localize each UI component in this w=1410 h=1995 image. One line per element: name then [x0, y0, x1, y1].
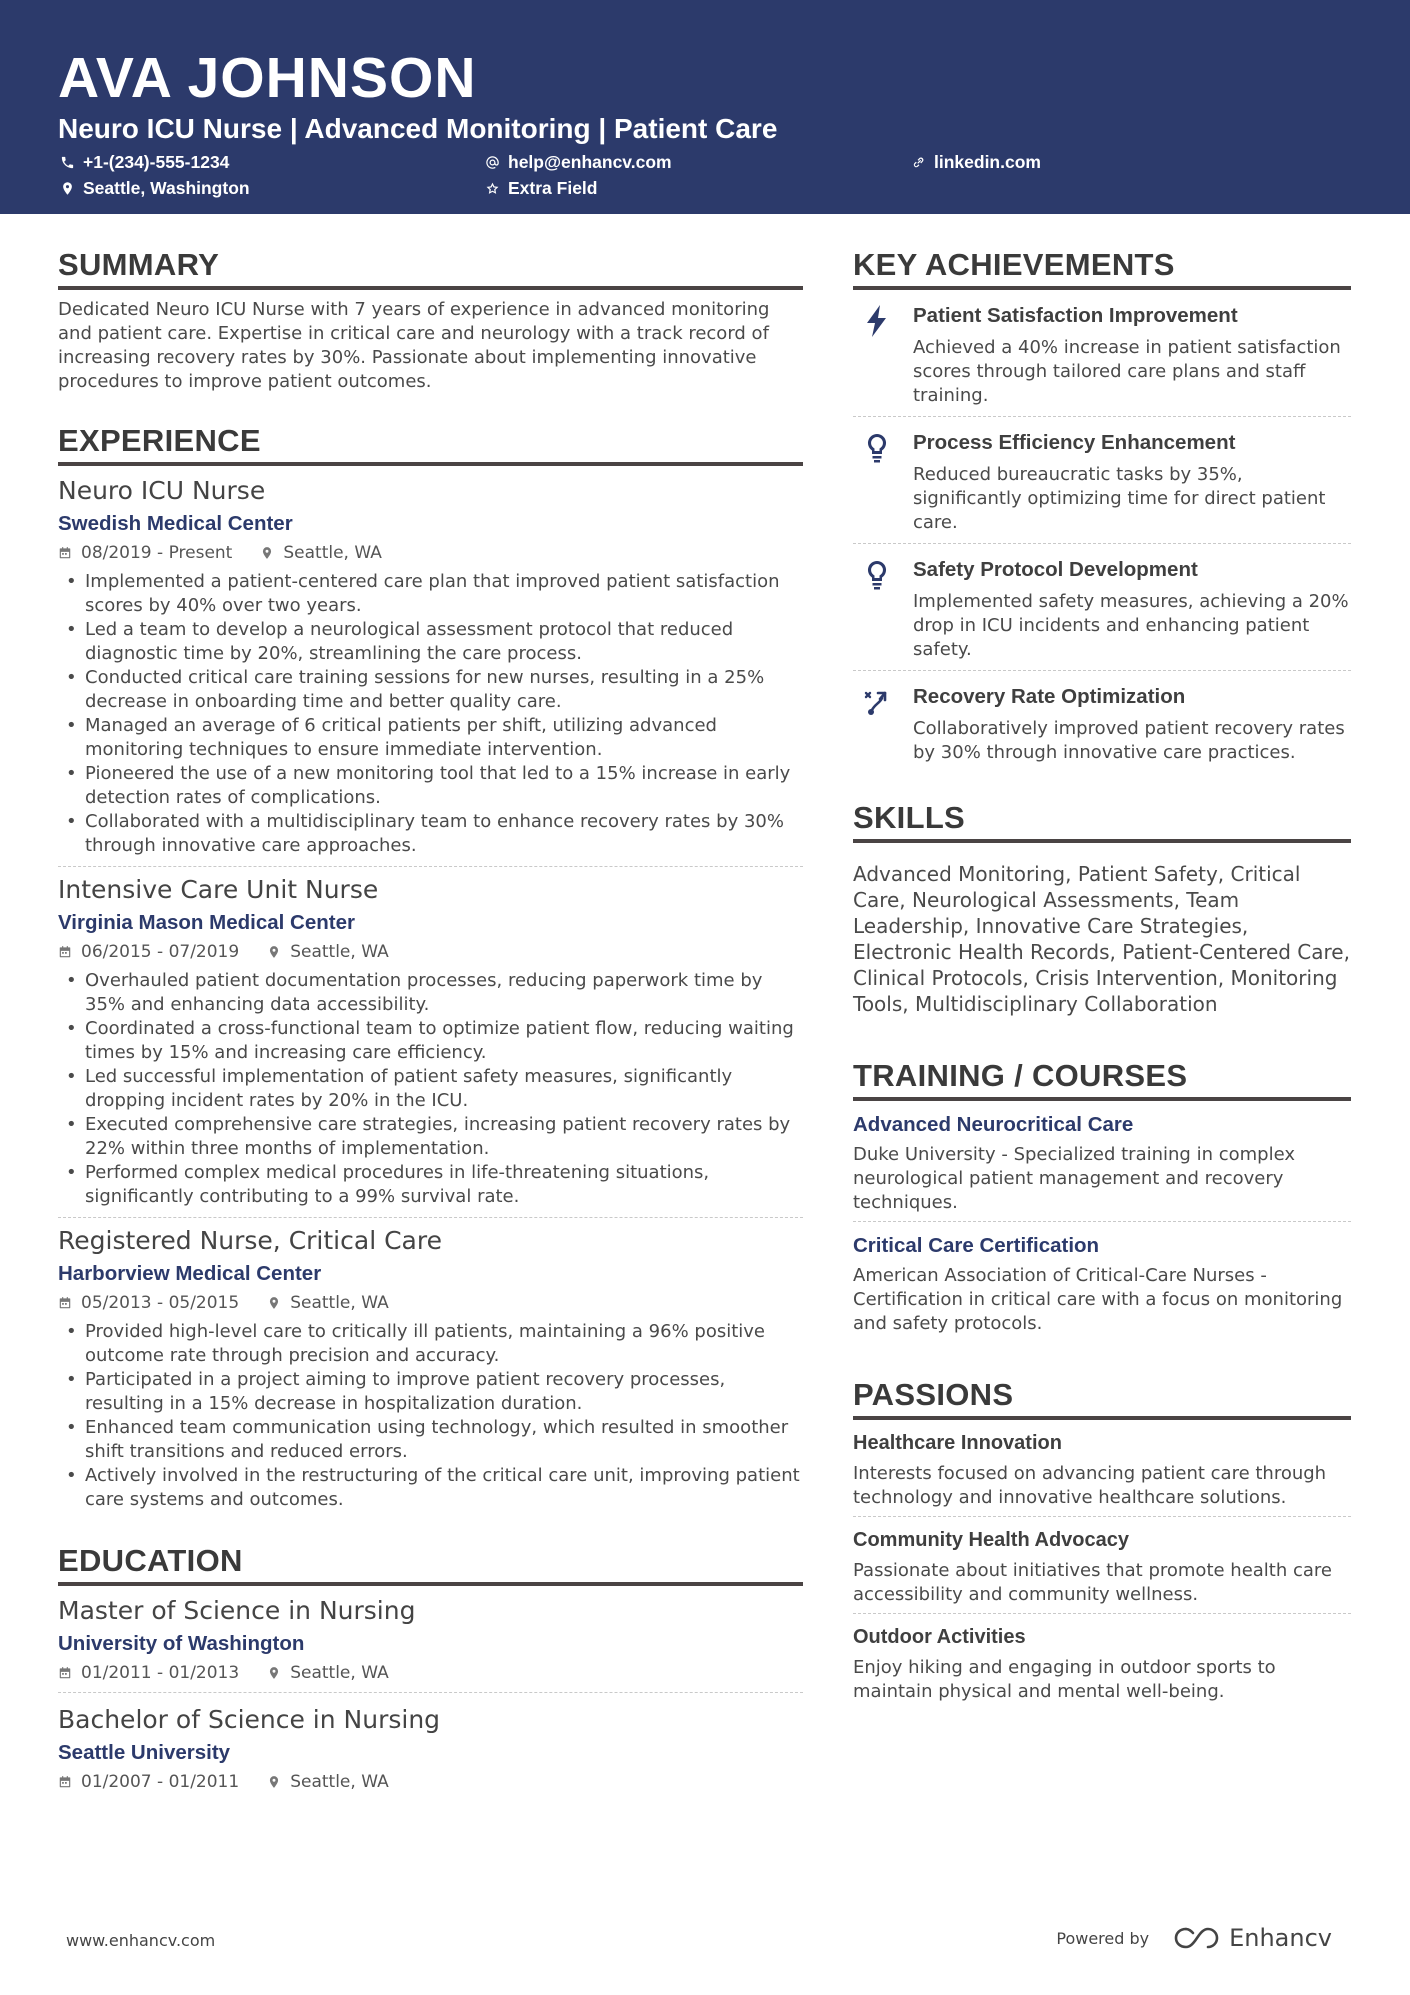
location-text: Seattle, Washington [83, 178, 250, 198]
section-title: SUMMARY [58, 246, 803, 290]
date-range: 01/2007 - 01/2011 [81, 1772, 240, 1792]
education-list [58, 1594, 803, 1801]
location-text: Seattle, WA [290, 1293, 389, 1313]
date-range: 01/2011 - 01/2013 [81, 1663, 240, 1683]
phone-icon [60, 155, 75, 170]
lightning-icon [863, 304, 891, 338]
linkedin-text: linkedin.com [934, 152, 1041, 172]
phone-text: +1-(234)-555-1234 [83, 152, 230, 172]
location-pin-icon [267, 1775, 281, 1789]
company-name: Virginia Mason Medical Center [58, 911, 355, 934]
calendar-icon [58, 1296, 72, 1310]
achievement-title: Process Efficiency Enhancement [913, 431, 1236, 454]
bullet-item: • Led successful implementation of patient safety measures, significantly dropping incident rates by 20% in the ICU. [58, 1065, 803, 1113]
experience-item [58, 1217, 803, 1520]
achievement-icon [853, 556, 913, 662]
skills-section [853, 799, 1351, 1017]
achievement-body [913, 429, 1351, 535]
bullet-list [58, 969, 803, 1209]
date-range: 08/2019 - Present [81, 543, 233, 563]
course-item [853, 1221, 1351, 1342]
contact-linkedin[interactable] [911, 152, 1041, 173]
achievement-title: Recovery Rate Optimization [913, 685, 1186, 708]
achievement-description: Implemented safety measures, achieving a 20% drop in ICU incidents and enhancing patient safety. [913, 591, 1349, 660]
company-name: Harborview Medical Center [58, 1262, 322, 1285]
achievement-icon [853, 302, 913, 408]
contact-extra [485, 178, 597, 199]
location [267, 1292, 389, 1314]
location-pin-icon [60, 181, 75, 196]
achievement-body [913, 683, 1351, 765]
lightbulb-icon [863, 558, 891, 592]
training-list [853, 1101, 1351, 1342]
bullet-item: • Conducted critical care training sessions for new nurses, resulting in a 25% decrease in onboarding time and better quality care. [58, 666, 803, 714]
job-title: Intensive Care Unit Nurse [58, 875, 379, 904]
date-range: 06/2015 - 07/2019 [81, 942, 240, 962]
achievement-description: Achieved a 40% increase in patient satisfaction scores through tailored care plans and staff training. [913, 337, 1341, 406]
course-description: American Association of Critical-Care Nurses - Certification in critical care with a focus on monitoring and safety protocols. [853, 1265, 1343, 1334]
experience-list [58, 474, 803, 1520]
bullet-item: • Provided high-level care to critically ill patients, maintaining a 96% positive outcome rate through precision and accuracy. [58, 1320, 803, 1368]
passion-title: Healthcare Innovation [853, 1432, 1062, 1454]
section-title: EXPERIENCE [58, 422, 803, 466]
meta-row [58, 1292, 803, 1314]
experience-item [58, 474, 803, 866]
experience-item [58, 866, 803, 1217]
brand-logo[interactable] [1173, 1924, 1332, 1952]
passion-item [853, 1613, 1351, 1710]
summary-section [58, 246, 803, 394]
achievements-section [853, 246, 1351, 773]
achievement-item [853, 543, 1351, 670]
location [267, 941, 389, 963]
training-section [853, 1057, 1351, 1342]
contact-email[interactable] [485, 152, 672, 173]
course-title: Critical Care Certification [853, 1234, 1100, 1257]
achievement-title: Safety Protocol Development [913, 558, 1198, 581]
course-title: Advanced Neurocritical Care [853, 1113, 1134, 1136]
bullet-list [58, 1320, 803, 1512]
meta-row [58, 941, 803, 963]
achievement-item [853, 670, 1351, 773]
achievement-description: Reduced bureaucratic tasks by 35%, significantly optimizing time for direct patient care. [913, 464, 1326, 533]
calendar-icon [58, 1775, 72, 1789]
link-icon [911, 155, 926, 170]
section-title: KEY ACHIEVEMENTS [853, 246, 1351, 290]
location-text: Seattle, WA [290, 942, 389, 962]
calendar-icon [58, 546, 72, 560]
education-section [58, 1542, 803, 1801]
section-title: PASSIONS [853, 1376, 1351, 1420]
bullet-item: • Pioneered the use of a new monitoring tool that led to a 15% increase in early detection rates of complications. [58, 762, 803, 810]
contact-phone[interactable] [60, 152, 229, 173]
location [260, 542, 382, 564]
bullet-item: • Led a team to develop a neurological assessment protocol that reduced diagnostic time by 20%, streamlining the care process. [58, 618, 803, 666]
passion-title: Outdoor Activities [853, 1626, 1026, 1648]
achievement-body [913, 302, 1351, 408]
achievement-icon [853, 429, 913, 535]
meta-row [58, 1771, 803, 1793]
brand-name: Enhancv [1229, 1924, 1332, 1952]
school-name: University of Washington [58, 1632, 305, 1655]
location [267, 1771, 389, 1793]
company-name: Swedish Medical Center [58, 512, 293, 535]
achievement-item [853, 290, 1351, 416]
education-item [58, 1692, 803, 1801]
achievement-icon [853, 683, 913, 765]
section-title: SKILLS [853, 799, 1351, 843]
bullet-item: • Participated in a project aiming to improve patient recovery processes, resulting in a 15% decrease in hospitalization duration. [58, 1368, 803, 1416]
degree-title: Bachelor of Science in Nursing [58, 1705, 441, 1734]
bullet-item: • Actively involved in the restructuring of the critical care unit, improving patient care systems and outcomes. [58, 1464, 803, 1512]
skills-text: Advanced Monitoring, Patient Safety, Critical Care, Neurological Assessments, Team Leadership, Innovative Care Strategies, Electronic Health Records, Patient-Centered Care, Clinical Protocols, Crisis Intervention, Monitoring Tools, Multidisciplinary Collaboration [853, 862, 1350, 1016]
meta-row [58, 542, 803, 564]
degree-title: Master of Science in Nursing [58, 1596, 416, 1625]
passion-description: Passionate about initiatives that promote health care accessibility and community wellness. [853, 1560, 1333, 1605]
infinity-logo-icon [1173, 1925, 1221, 1951]
bullet-item: • Collaborated with a multidisciplinary team to enhance recovery rates by 30% through innovative care approaches. [58, 810, 803, 858]
calendar-icon [58, 945, 72, 959]
passions-section [853, 1376, 1351, 1710]
passion-item [853, 1420, 1351, 1516]
bullet-list [58, 570, 803, 858]
bullet-item: • Managed an average of 6 critical patients per shift, utilizing advanced monitoring techniques to ensure immediate intervention. [58, 714, 803, 762]
passion-item [853, 1516, 1351, 1613]
left-column [58, 246, 803, 1801]
bullet-item: • Overhauled patient documentation processes, reducing paperwork time by 35% and enhancing data accessibility. [58, 969, 803, 1017]
achievement-item [853, 416, 1351, 543]
star-icon [485, 181, 500, 196]
bullet-item: • Performed complex medical procedures in life-threatening situations, significantly contributing to a 99% survival rate. [58, 1161, 803, 1209]
job-title: Neuro ICU Nurse [58, 476, 266, 505]
achievement-title: Patient Satisfaction Improvement [913, 304, 1238, 327]
course-description: Duke University - Specialized training in complex neurological patient management and recovery techniques. [853, 1144, 1295, 1213]
bullet-item: • Enhanced team communication using technology, which resulted in smoother shift transitions and reduced errors. [58, 1416, 803, 1464]
bullet-item: • Executed comprehensive care strategies, increasing patient recovery rates by 22% within three months of implementation. [58, 1113, 803, 1161]
candidate-headline: Neuro ICU Nurse | Advanced Monitoring | Patient Care [58, 113, 778, 144]
achievement-body [913, 556, 1351, 662]
passion-title: Community Health Advocacy [853, 1529, 1129, 1551]
email-text: help@enhancv.com [508, 152, 672, 172]
achievement-description: Collaboratively improved patient recovery rates by 30% through innovative care practices. [913, 718, 1345, 763]
location [267, 1662, 389, 1684]
lightbulb-icon [863, 431, 891, 465]
job-title: Registered Nurse, Critical Care [58, 1226, 442, 1255]
contact-location [60, 178, 250, 199]
right-column [853, 246, 1351, 1710]
location-pin-icon [267, 945, 281, 959]
resume-header [0, 0, 1410, 214]
section-title: TRAINING / COURSES [853, 1057, 1351, 1101]
passion-description: Enjoy hiking and engaging in outdoor sports to maintain physical and mental well-being. [853, 1657, 1276, 1702]
passions-list [853, 1420, 1351, 1710]
bullet-item: • Implemented a patient-centered care plan that improved patient satisfaction scores by 40% over two years. [58, 570, 803, 618]
candidate-name: AVA JOHNSON [58, 46, 477, 110]
location-pin-icon [260, 546, 274, 560]
passion-description: Interests focused on advancing patient care through technology and innovative healthcare solutions. [853, 1463, 1327, 1508]
course-item [853, 1101, 1351, 1221]
meta-row [58, 1662, 803, 1684]
contact-info [58, 152, 1352, 208]
route-icon [863, 685, 891, 719]
location-text: Seattle, WA [290, 1663, 389, 1683]
extra-text: Extra Field [508, 178, 598, 198]
location-text: Seattle, WA [290, 1772, 389, 1792]
school-name: Seattle University [58, 1741, 231, 1764]
date-range: 05/2013 - 05/2015 [81, 1293, 240, 1313]
bullet-item: • Coordinated a cross-functional team to optimize patient flow, reducing waiting times by 15% and increasing care efficiency. [58, 1017, 803, 1065]
footer-website[interactable]: www.enhancv.com [66, 1931, 216, 1950]
achievements-list [853, 290, 1351, 773]
footer-brand [1056, 1924, 1332, 1952]
education-item [58, 1594, 803, 1692]
at-icon [485, 155, 500, 170]
calendar-icon [58, 1666, 72, 1680]
section-title: EDUCATION [58, 1542, 803, 1586]
experience-section [58, 422, 803, 1520]
location-text: Seattle, WA [283, 543, 382, 563]
location-pin-icon [267, 1666, 281, 1680]
powered-by-label: Powered by [1056, 1928, 1150, 1948]
summary-text: Dedicated Neuro ICU Nurse with 7 years of experience in advanced monitoring and patient care. Expertise in critical care and neurology with a track record of increasing recovery rates by 30%. Passionate about implementing innovative procedures to improve patient outcomes. [58, 299, 770, 392]
location-pin-icon [267, 1296, 281, 1310]
